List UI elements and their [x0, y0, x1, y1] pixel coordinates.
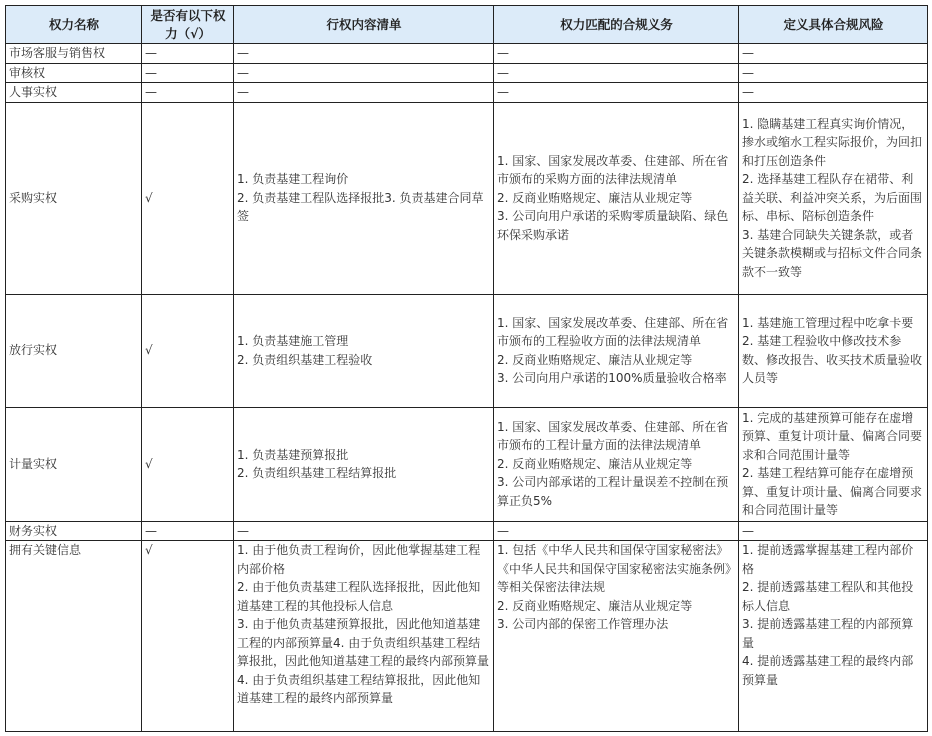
risks: —	[739, 44, 928, 64]
risk-item: 3. 基建合同缺失关键条款，或者关键条款模糊或与招标文件合同条款不一致等	[742, 227, 923, 279]
table-row	[6, 294, 928, 407]
obligations	[494, 541, 739, 732]
content-item: 2. 负责基建工程队选择报批3. 负责基建合同草签	[237, 190, 484, 224]
risk-item: 1. 提前透露掌握基建工程内部价格	[742, 543, 914, 576]
obligation-item: 3. 公司内部的保密工作管理办法	[497, 617, 669, 631]
obligations: —	[494, 83, 739, 103]
content-item: 1. 负责基建工程询价	[237, 172, 349, 187]
has-power: √	[142, 294, 234, 407]
obligations: —	[494, 521, 739, 541]
table-row	[6, 407, 928, 521]
content-item: 2. 负责组织基建工程验收	[237, 352, 373, 367]
obligation-item: 2. 反商业贿赂规定、廉洁从业规定等	[497, 598, 693, 613]
power-name: 拥有关键信息	[6, 541, 142, 732]
risks: —	[739, 521, 928, 541]
content-list: —	[234, 63, 494, 83]
table-row	[6, 63, 928, 83]
risk-item: 2. 基建工程结算可能存在虚增预算、重复计项计量、偏离合同要求和合同范围计量等	[742, 466, 923, 517]
obligation-item: 2. 反商业贿赂规定、廉洁从业规定等	[497, 352, 693, 367]
has-power: √	[142, 102, 234, 294]
header-has-power: 是否有以下权力（√）	[142, 6, 234, 44]
content-list: —	[234, 44, 494, 64]
has-power: —	[142, 521, 234, 541]
obligation-item: 1. 国家、国家发展改革委、住建部、所在省市颁布的采购方面的法律法规清单	[497, 153, 729, 187]
risks: —	[739, 63, 928, 83]
has-power: —	[142, 63, 234, 83]
has-power: —	[142, 83, 234, 103]
risk-item: 4. 提前透露基建工程的最终内部预算量	[742, 654, 914, 687]
compliance-table	[5, 5, 928, 732]
table-row	[6, 102, 928, 294]
obligation-item: 3. 公司向用户承诺的采购零质量缺陷、绿色环保采购承诺	[497, 209, 729, 242]
content-item: 2. 负责组织基建工程结算报批	[237, 466, 397, 480]
content-item: 3. 由于他负责基建预算报批，因此他知道基建工程的内部预算量4. 由于负责组织基建工程结算报批，因此他知道基建工程的最终内部预算量	[237, 617, 490, 668]
header-power-name: 权力名称	[6, 6, 142, 44]
content-list	[234, 102, 494, 294]
content-list	[234, 294, 494, 407]
content-item: 1. 由于他负责工程询价，因此他掌握基建工程内部价格	[237, 543, 481, 576]
obligation-item: 3. 公司内部承诺的工程计量误差不控制在预算正负5%	[497, 475, 729, 508]
risk-item: 3. 提前透露基建工程的内部预算量	[742, 617, 914, 650]
obligation-item: 1. 包括《中华人民共和国保守国家秘密法》《中华人民共和国保守国家秘密法实施条例》等相关保密法律法规	[497, 543, 732, 594]
table-row	[6, 521, 928, 541]
obligations	[494, 294, 739, 407]
has-power: √	[142, 541, 234, 732]
power-name: 财务实权	[6, 521, 142, 541]
header-row	[6, 6, 928, 44]
obligations: —	[494, 44, 739, 64]
obligation-item: 1. 国家、国家发展改革委、住建部、所在省市颁布的工程计量方面的法律法规清单	[497, 419, 729, 453]
obligation-item: 3. 公司向用户承诺的100%质量验收合格率	[497, 371, 727, 385]
obligations	[494, 407, 739, 521]
content-list	[234, 541, 494, 732]
obligation-item: 1. 国家、国家发展改革委、住建部、所在省市颁布的工程验收方面的法律法规清单	[497, 315, 729, 348]
risk-item: 1. 完成的基建预算可能存在虚增预算、重复计项计量、偏离合同要求和合同范围计量等	[742, 410, 923, 462]
obligation-item: 2. 反商业贿赂规定、廉洁从业规定等	[497, 190, 693, 205]
content-list: —	[234, 83, 494, 103]
table-row	[6, 541, 928, 732]
power-name: 审核权	[6, 63, 142, 83]
power-name: 采购实权	[6, 102, 142, 294]
risk-item: 2. 基建工程验收中修改技术参数、修改报告、收买技术质量验收人员等	[742, 334, 923, 385]
content-item: 4. 由于负责组织基建工程结算报批，因此他知道基建工程的最终内部预算量	[237, 672, 481, 705]
header-risks: 定义具体合规风险	[739, 6, 928, 44]
risk-item: 1. 隐瞒基建工程真实询价情况，掺水或缩水工程实际报价，为回扣和打压创造条件	[742, 116, 923, 168]
header-content-list: 行权内容清单	[234, 6, 494, 44]
risk-item: 2. 提前透露基建工程队和其他投标人信息	[742, 580, 914, 613]
power-name: 计量实权	[6, 407, 142, 521]
power-name: 放行实权	[6, 294, 142, 407]
obligations	[494, 102, 739, 294]
has-power: √	[142, 407, 234, 521]
risks	[739, 102, 928, 294]
risks	[739, 407, 928, 521]
content-item: 1. 负责基建施工管理	[237, 334, 349, 348]
content-list: —	[234, 521, 494, 541]
content-list	[234, 407, 494, 521]
table-row	[6, 83, 928, 103]
content-item: 1. 负责基建预算报批	[237, 447, 349, 462]
has-power: —	[142, 44, 234, 64]
risks	[739, 541, 928, 732]
risks	[739, 294, 928, 407]
risk-item: 1. 基建施工管理过程中吃拿卡要	[742, 315, 914, 330]
obligations: —	[494, 63, 739, 83]
risk-item: 2. 选择基建工程队存在裙带、利益关联、利益冲突关系，为后面围标、串标、陪标创造条件	[742, 172, 923, 224]
power-name: 人事实权	[6, 83, 142, 103]
header-obligations: 权力匹配的合规义务	[494, 6, 739, 44]
obligation-item: 2. 反商业贿赂规定、廉洁从业规定等	[497, 456, 693, 471]
table-row	[6, 44, 928, 64]
power-name: 市场客服与销售权	[6, 44, 142, 64]
content-item: 2. 由于他负责基建工程队选择报批，因此他知道基建工程的其他投标人信息	[237, 580, 481, 613]
risks: —	[739, 83, 928, 103]
